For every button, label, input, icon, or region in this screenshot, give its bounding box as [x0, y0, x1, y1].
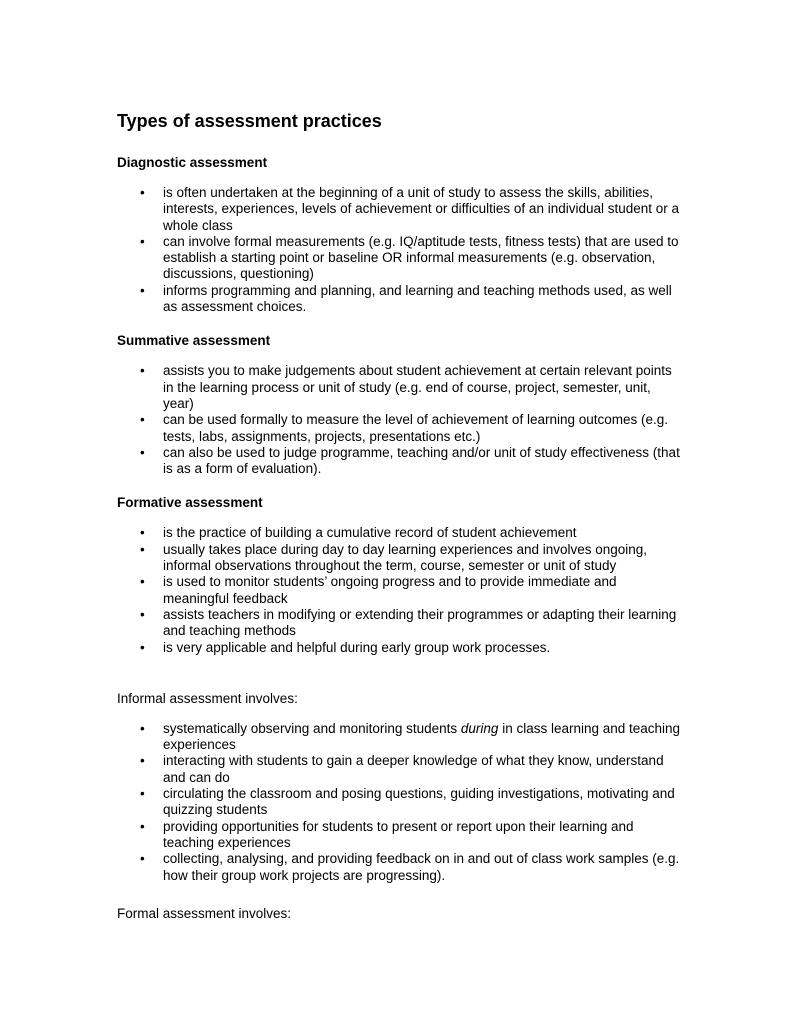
- bullet-list: [117, 185, 681, 315]
- list-item-text: providing opportunities for students to present or report upon their learning and teaching experiences: [163, 818, 634, 850]
- list-item: [117, 363, 681, 412]
- bullet-icon: •: [140, 786, 145, 802]
- list-item: [117, 607, 681, 640]
- bullet-list: [117, 525, 681, 655]
- list-item: [117, 753, 681, 786]
- bullet-list: [117, 721, 681, 884]
- list-item: [117, 721, 681, 754]
- bullet-icon: •: [140, 363, 145, 379]
- list-item: [117, 525, 681, 541]
- bullet-icon: •: [140, 720, 145, 736]
- section-heading: Summative assessment: [117, 333, 271, 349]
- list-item-text: is used to monitor students’ ongoing progress and to provide immediate and meaningful feedback: [163, 574, 617, 606]
- list-item-text: assists teachers in modifying or extending their programmes or adapting their learning and teaching methods: [163, 606, 677, 639]
- list-item: [117, 819, 681, 852]
- bullet-icon: •: [140, 444, 145, 460]
- bullet-list: [117, 363, 681, 477]
- bullet-icon: •: [140, 639, 145, 655]
- list-item: [117, 185, 681, 234]
- list-item: [117, 412, 681, 445]
- section-heading: Diagnostic assessment: [117, 155, 268, 170]
- list-item-text-end: in class learning and teaching experiences: [163, 720, 681, 753]
- list-item-text: assists you to make judgements about student achievement at certain relevant points in the learning process or unit of study (e.g. end of course, project, semester, unit, year): [163, 363, 672, 411]
- list-item-text: interacting with students to gain a deeper knowledge of what they know, understand and can do: [163, 753, 664, 785]
- document-title: Types of assessment practices: [117, 111, 382, 131]
- emphasis-text: during: [460, 720, 499, 736]
- section-diagnostic: [117, 155, 681, 315]
- informal-intro: Informal assessment involves:: [117, 690, 298, 706]
- bullet-icon: •: [140, 818, 145, 834]
- section-formative: [117, 495, 681, 655]
- list-item: [117, 445, 681, 478]
- list-item: [117, 786, 681, 819]
- bullet-icon: •: [140, 574, 145, 590]
- formal-intro: Formal assessment involves:: [117, 905, 292, 921]
- list-item: [117, 574, 681, 607]
- section-summative: [117, 333, 681, 477]
- list-item-text: informs programming and planning, and learning and teaching methods used, as well as assessment choices.: [163, 282, 672, 315]
- list-item-text: circulating the classroom and posing questions, guiding investigations, motivating and quizzing students: [163, 786, 675, 818]
- bullet-icon: •: [140, 525, 145, 541]
- list-item: [117, 640, 681, 656]
- list-item-text: collecting, analysing, and providing feedback on in and out of class work samples (e.g. how their group work projects are progressing).: [163, 851, 680, 883]
- bullet-icon: •: [140, 233, 145, 249]
- bullet-icon: •: [140, 541, 145, 557]
- list-item-text-start: systematically observing and monitoring students: [163, 720, 461, 736]
- list-item-text: can involve formal measurements (e.g. IQ/aptitude tests, fitness tests) that are used to establish a starting point or baseline OR informal measurements (e.g. observation, discussions, questioning): [163, 233, 679, 282]
- section-formal: [117, 906, 681, 922]
- list-item-text: is very applicable and helpful during early group work processes.: [163, 639, 551, 655]
- list-item-text: can be used formally to measure the level of achievement of learning outcomes (e.g. tests, labs, assignments, projects, presentations etc.): [163, 412, 669, 444]
- bullet-icon: •: [140, 185, 145, 200]
- bullet-icon: •: [140, 412, 145, 428]
- bullet-icon: •: [140, 753, 145, 769]
- list-item-text: usually takes place during day to day learning experiences and involves ongoing, informal observations throughout the term, course, semester or unit of study: [163, 541, 648, 574]
- bullet-icon: •: [140, 851, 145, 867]
- bullet-icon: •: [140, 282, 145, 298]
- section-heading: Formative assessment: [117, 495, 263, 511]
- list-item-text: is the practice of building a cumulative record of student achievement: [163, 525, 577, 541]
- list-item: [117, 851, 681, 884]
- list-item: [117, 234, 681, 283]
- list-item: [117, 542, 681, 575]
- bullet-icon: •: [140, 606, 145, 622]
- section-informal: [117, 691, 681, 884]
- list-item-text: can also be used to judge programme, teaching and/or unit of study effectiveness (that is as a form of evaluation).: [163, 444, 680, 477]
- list-item: [117, 283, 681, 316]
- list-item-text: is often undertaken at the beginning of a unit of study to assess the skills, abilities, interests, experiences, levels of achievement or difficulties of an individual student or a whole class: [163, 185, 680, 233]
